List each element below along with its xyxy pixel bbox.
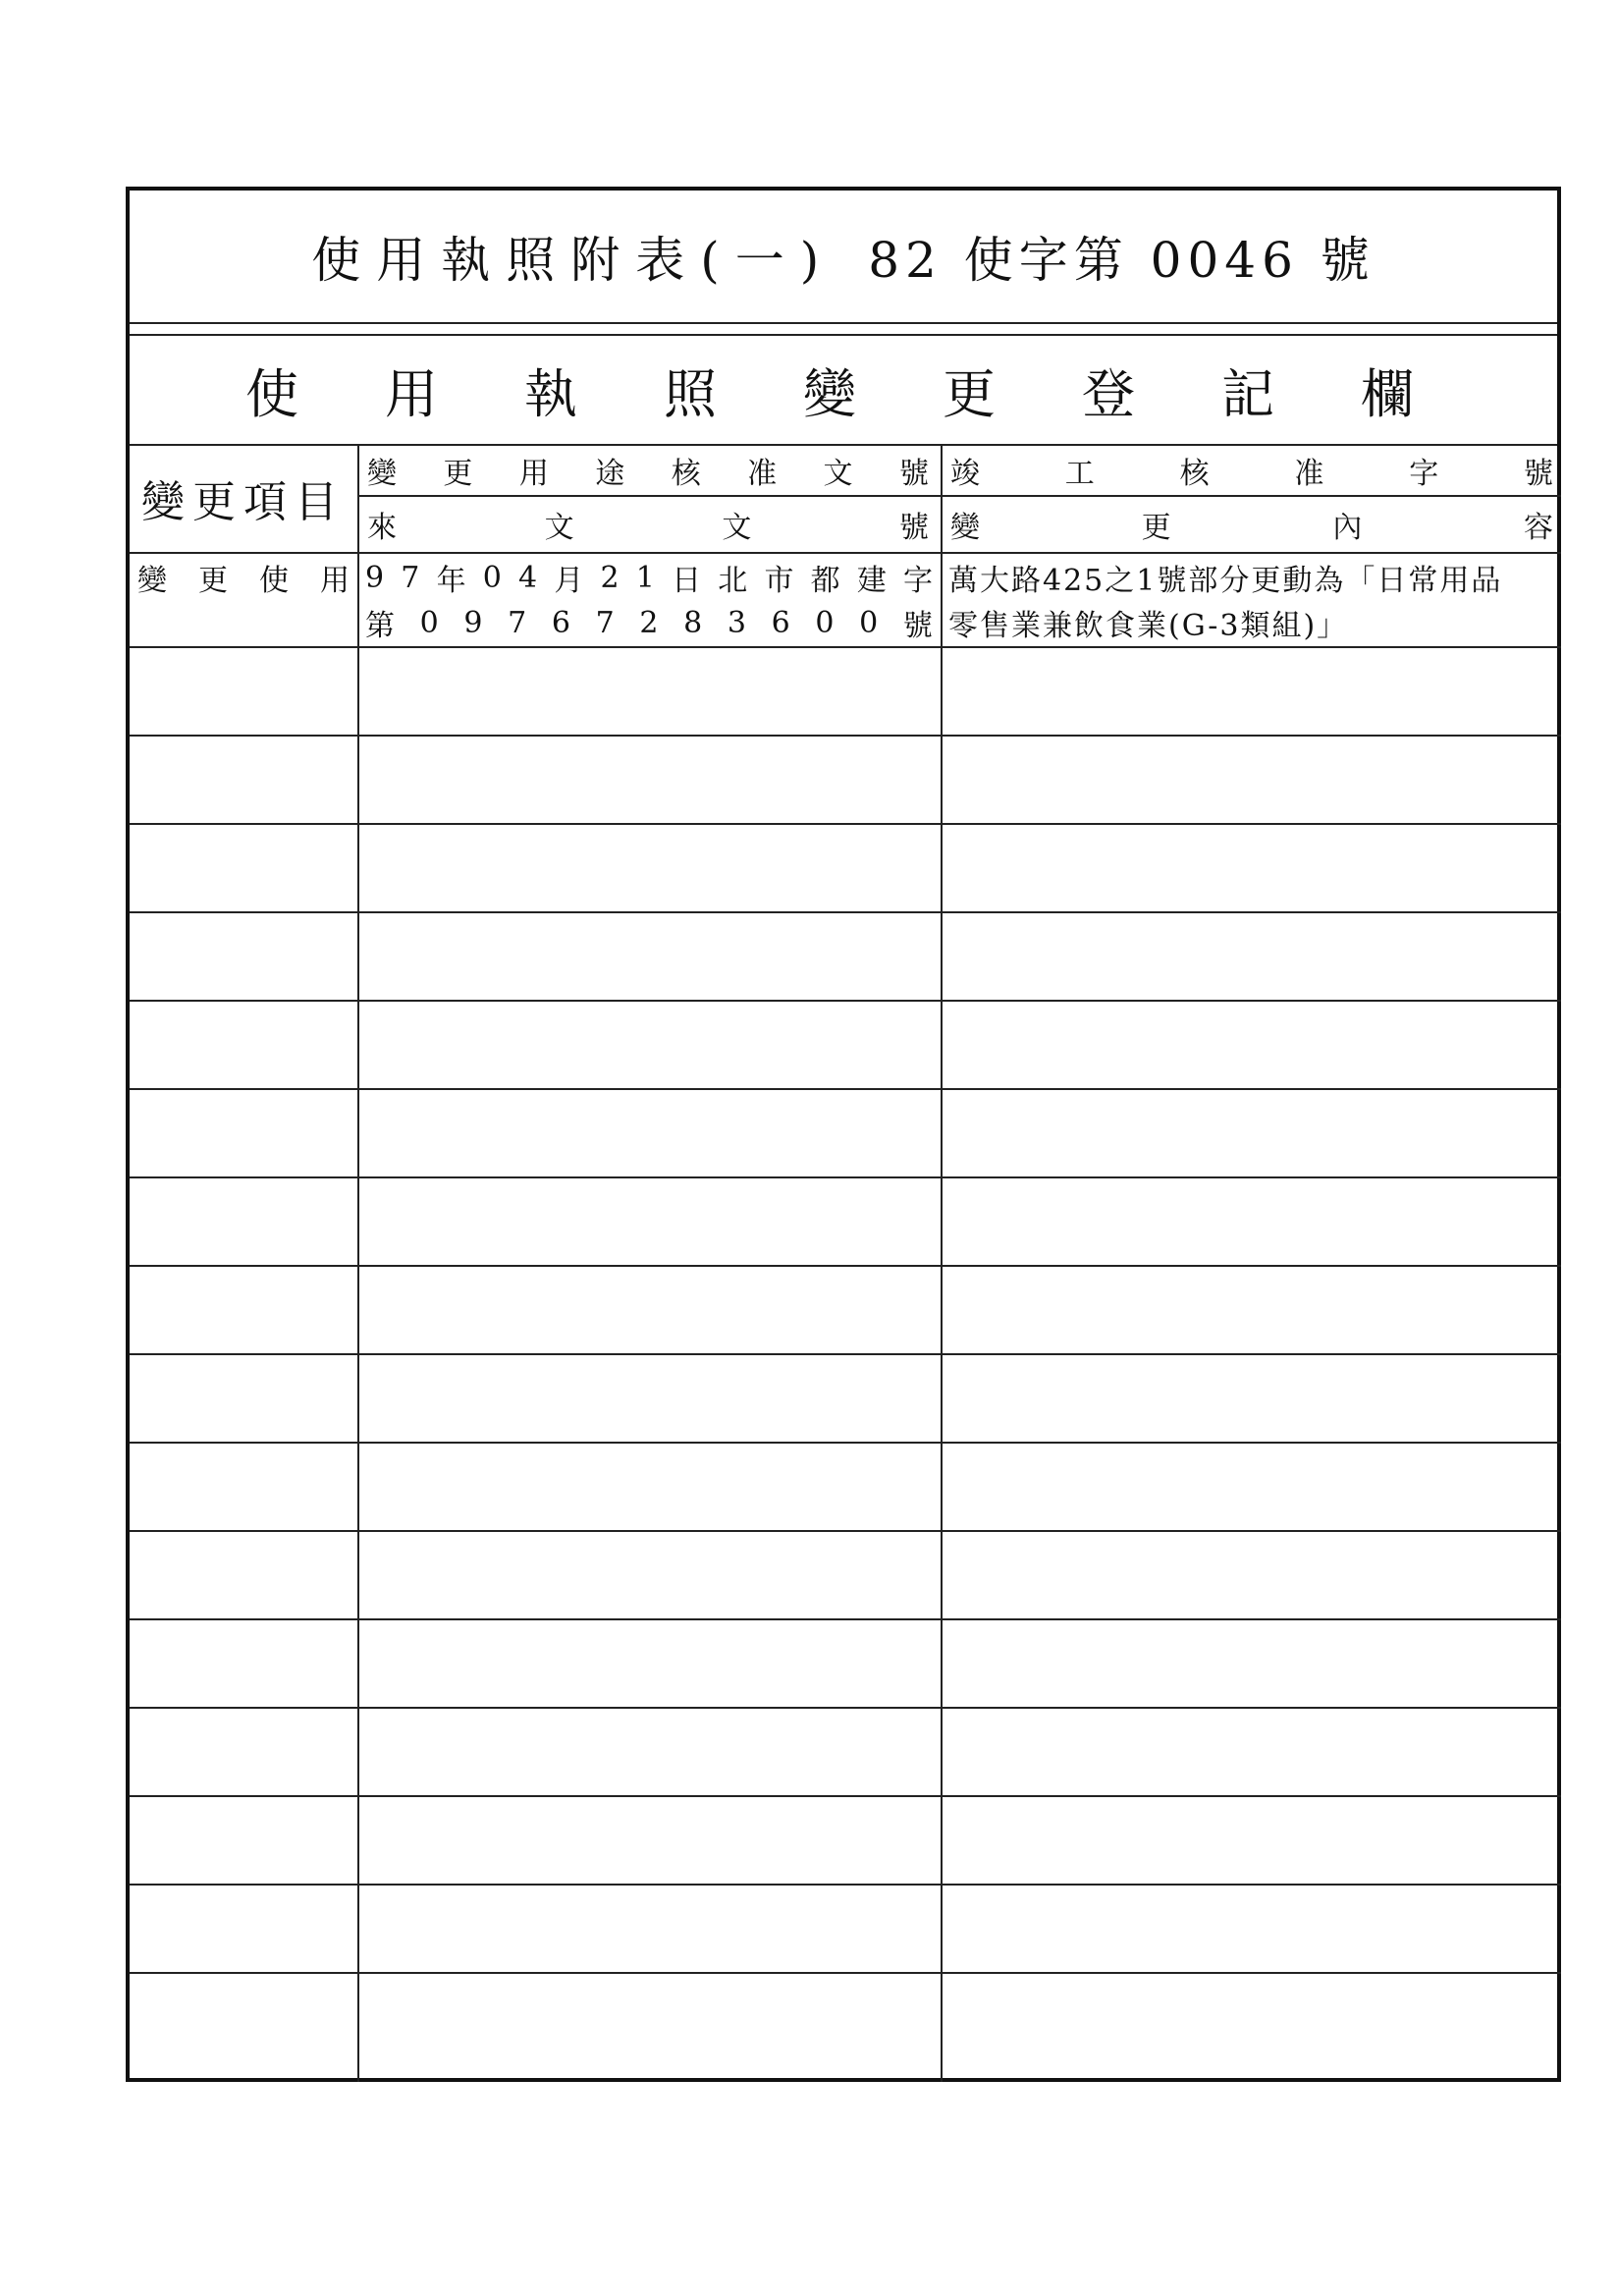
entry-change-content-line2: 零售業兼飲食業(G-3類組)」 [948,609,1349,643]
row-line-15 [130,1884,1561,1886]
row-line-13 [130,1707,1561,1709]
header-change-item: 變更項目 [141,477,346,527]
license-number: 82 使字第 0046 號 [868,232,1375,289]
section-title: 使用執照變更登記欄 [245,362,1500,425]
row-line-7 [130,1176,1561,1178]
header-approval-doc: 變 更 用 途 核 准 文 號 [367,457,929,491]
column-divider-2 [941,444,943,2082]
row-line-14 [130,1795,1561,1797]
row-line-3 [130,823,1561,825]
row-line-4 [130,911,1561,913]
row-line-11 [130,1530,1561,1532]
section-title-row [130,334,1557,446]
entry-change-content-line1: 萬大路425之1號部分更動為「日常用品 [948,564,1503,598]
header-change-content: 變 更 內 容 [950,511,1553,545]
row-line-9 [130,1353,1561,1355]
header-mid-line [357,495,1561,497]
header-completion-no: 竣 工 核 准 字 號 [950,457,1553,491]
form-title-prefix: 使用執照附表(一) [311,232,836,289]
row-line-16 [130,1972,1561,1974]
header-incoming-doc: 來 文 文 號 [367,511,929,545]
row-line-6 [130,1088,1561,1090]
entry-approval-doc-line1: 9 7 年 0 4 月 2 1 日 北 市 都 建 字 [365,560,933,598]
row-line-2 [130,735,1561,737]
row-line-5 [130,1000,1561,1002]
entry-approval-doc-line2: 第 0 9 7 6 7 2 8 3 6 0 0 號 [365,605,933,643]
entry-change-item: 變 更 使 用 [137,564,350,598]
form-title [130,191,1557,324]
row-line-8 [130,1265,1561,1267]
column-divider-1 [357,444,359,2082]
change-register-table [130,444,1557,2082]
license-form-frame [126,187,1561,2082]
row-line-10 [130,1442,1561,1444]
row-line-12 [130,1618,1561,1620]
row-line-1 [130,646,1561,648]
